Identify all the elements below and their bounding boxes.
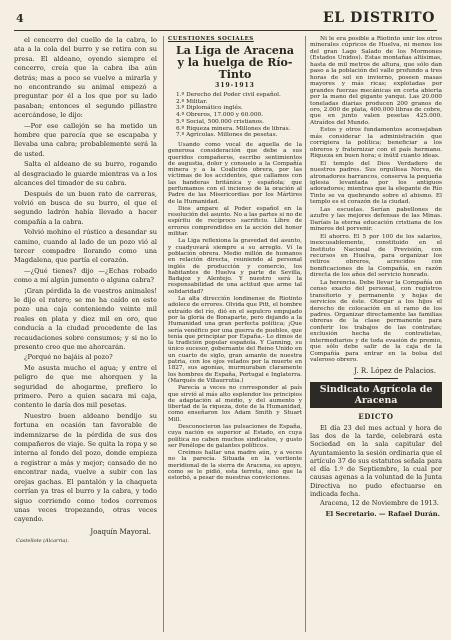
article-paragraph: La alta dirección londinense de Riotinto adolece de errores. Olvida que Pitt, el hombre extraído del río, dió en el sepulcro empujado por la gloria de Bonaparte, pero dejando a la Humanidad una gran perfecta política; ¡Que sería venéfico por una guerra de pueblos, que tenía que principiar por España.- Lo dimos de la tradición popular española. Y Canning, su único sucesor, gobernante del Reino Unido en un cuarto de siglo, gran amante de nuestra patria, con los ojos velados por la muerte en 1827, sus agonías, murmuraban claramente los hombres de España, Portugal e Inglaterra. (Marqués de Villaurrutia.) [168, 296, 302, 384]
list-item: 7.º Agrícolas. Millones de pesetas. [176, 132, 278, 139]
article-paragraph: ¿Porqué no bajáis al pozo? [24, 353, 113, 362]
edict-signature: El Secretario. — Rafael Durán. [325, 509, 440, 518]
article-signature: J. R. López de Palacios. [354, 366, 436, 375]
article-paragraph: Creimos hallar una madre aún, y a veces no la parecía. Situada en la vertiente meridional de la sierra de Aracena, su apoyo, como se le pidió, esta terreta, sino que la estorbó, a pesar de nuestras convicciones. [168, 450, 302, 482]
article-paragraph: Volvió mohino el rústico a desandar su camino, cuando al lado de un pozo vió al tercer compadre llorando como una Magdalena, que partía el corazón. [14, 228, 157, 265]
list-item: 3.º Diplomático inglés. [176, 105, 243, 112]
demands-list [168, 92, 302, 139]
sindicato-banner: Sindicato Agrícola de Aracena [310, 382, 442, 408]
section-kicker: CUESTIONES SOCIALES [168, 36, 254, 42]
column-middle [163, 36, 302, 632]
article-paragraph: Después de un buen rato de carreras, volvió en busca de su burro, el que el segundo ladrón había llevado a hacer compañía a la cabra. [14, 189, 157, 226]
list-item: 5.º Social, 500.000 cristianos. [176, 118, 264, 125]
page-header [14, 8, 437, 31]
article-paragraph: La herencia. Debe llevar la Compañía un censo exacto del personal, con registros transitorio y permanente y hojas de servicios de éste. Otorgar a los hijos el derecho de colocación en el ramo de los padres. Organizar directamente las familias obreras de la clase permanente para conferir los trabajos de las contratas; exclusión hecha de contratistas, intermediarios y de toda evasión de premio, que sólo debe salir de la caja de la Compañía para entrar en la bolsa del valeroso obrero. [310, 279, 442, 364]
article-paragraph: Las escuelas. Serían pabellones de azufre y las mejores defensas de las Minas. Daríais la eterna educación cristiana de los mineros del porvenir. [310, 206, 442, 233]
list-item: 2.º Militar. [176, 98, 208, 105]
page-number: 4 [16, 12, 24, 25]
article-paragraph: Usando como vocal de aquella de la generosa consideración que debe a sus queridos compañeros, escribo sentimientos de augustia, dolor y consuelo a la Compañía minera y a la Coalición obrera, por las víctimas de los accidentes, que callamos con las banderas británica y española; que perfumamos con el incienso de la oración al Padre de las Misericordias por los Mártires de la Humanidad. [168, 141, 302, 205]
article-paragraph: —Por ese callejón se ha metido un hombre que parecía que se escapaba y llevaba una cabra; probablemente será la de usted. [14, 121, 157, 158]
article-headline: La Liga de Aracena [175, 44, 295, 57]
article-paragraph: Ni le era posible a Riotinto unir los otros minerales cúpricos de Huelva, ni menos los del gran Lago Salado de los Mormones (Estados Unidos). Estas montañas altísimas, hasta de mil metros de altura, que sólo dan paso a la población del valle profundo a tres horas de sol en invierno, poseen masas mayores y más ricas; explotadas por grandes fuerzas mecánicas en corta abierta por la mano del gigante yanqui. Las 20.000 toneladas diarias producen 200 granos de oro, 2.000 de plata, 400.000 libras de cobre, que en junto valen pesetas 425.000. Atraídos del Mundo. [310, 36, 442, 126]
list-item: 1.º Derecho del Poder civil español. [176, 92, 281, 98]
list-item: 4.º Obreros, 17.000 y 60.000. [176, 112, 264, 119]
article-paragraph: Desconocieron las pulsaciones de España, cuya nación es superior al Estado, en cuya política no caben muchos sindicatos, y gusto ser Penélope de galantes políticos. [168, 423, 302, 449]
article-paragraph: ¡Gran pérdida la de vuestros animales! le dijo el ratero; se me ha caído en este pozo una caja conteniendo veinte mil reales en plata y diez mil en oro, que conducía a la ciudad procedente de las recaudaciones sobre consumos; y si no lo presento creo que me ahorcarán. [14, 286, 157, 351]
edict-paragraph: Aracena, 12 de Noviembre de 1913. [320, 499, 439, 508]
article-paragraph: Estos y otros fundamentos aconsejaban más considerar la administración que corrigiera la política; beneficiar a los obreros y fraternizar con el país hermano. Riqueza en buen hora; e inútil cuanto ideas. [310, 127, 442, 160]
article-dateline: Castellote (Alcarria). [16, 537, 69, 544]
edict-title: EDICTO [358, 411, 394, 421]
article-headline-subtitle: y la huelga de Río-Tinto [177, 56, 293, 81]
article-paragraph: Me asusta mucho el agua; y entre el peligro de que me ahorquen y la seguridad de ahogarme, prefiero lo primero. Pero a quien sacara mi caja, contento le daría dos mil pesetas. [14, 363, 157, 410]
edict-body [310, 424, 442, 508]
divider [354, 378, 398, 379]
article-paragraph: El templo del Dios Verdadero de nuestros padres. Sus orgullosa Norva, de atronadores barrancos, conserva la pequeña iglesia levantada por los antiguos adoradores; mientras que la elegante de Río Tinto se va quebrando sobre el abismo. El templo es el corazón de la ciudad. [310, 160, 442, 206]
article-paragraph: El ahorro. El 5 por 100 de los salarios, inexcusablemente, constituido en el Instituto Nacional de Previsión, con recursos en Huelva, para organizar los retiros obreros, acrecidos con bonificaciones de la Compañía, en razón directa de los años del servicio honrado. [310, 233, 442, 279]
newspaper-title: EL DISTRITO [322, 10, 435, 26]
edict-paragraph: El día 23 del mes actual y hora de las dos de la tarde, celebrará esta Sociedad en la sala capitular del Ayuntamiento la sesión ordinaria que el artículo 37 de sus estatutos señala para el día 1.º de Septiembre, la cual por causas agenas a la voluntad de la Junta Directiva no pudo efectuarse en indicada fecha. [310, 423, 442, 499]
article-headline-date: 319-1913 [215, 82, 255, 89]
article-paragraph: —¿Qué tienes? dijo —¿Echas robado como a mí algún jumento o alguna cabra? [14, 266, 157, 285]
column-left [14, 36, 157, 632]
column-right [305, 36, 442, 632]
article-paragraph: el cencerro del cuello de la cabra, lo ata a la cola del burro y se retira con su presa. El aldeano, oyendo siempre el cencerro, creía que la cabra iba aún detrás; mas a poco se vuelve a mirarla y no encontrando su animal empezó a preguntar por él a los que por su lado pasaban; entonces el segundo pillastre acercándose, le dijo: [14, 36, 157, 120]
list-item: 6.º Riqueza minera. Millones de libras. [176, 125, 291, 132]
article-paragraph: Parecía a veces no corresponder al país que sirvió al más alto esplendor los principios de adaptación al medio, y del aumento y libertad de la riqueza, dote de la Humanidad, como enseñaron los Adam Smith y Stuart Mill. [168, 385, 302, 423]
article-paragraph: Nuestro buen aldeano bendijo su fortuna en ocasión tan favorable de indemnizarse de la pérdida de sus dos compañeros de viaje. Se quita la ropa y se interna al fondo del pozo, donde empieza a registrar a más y mejor; cansado de no encontrar nada, vuelve a subir con las orejas gachas. El pantalón y la chaqueta corrían ya tras el burro y la cabra, y todo siguo corriendo como todos corremos unas veces tropezando, otras veces cayendo. [14, 411, 157, 524]
article-paragraph: La Liga reflexiona la gravedad del asunto, y cuadyuvará siempre a su arreglo. Ví la población obrera. Medio millón de humanos en relación directa, reuniendo al personal inglés de producción y comercio, los habitantes de Huelva y parte de Sevilla, Badajoz y Alentejo. Y nuestro será la responsabilidad de una actitud que arme tal solidaridad? [168, 238, 302, 295]
article-paragraph: Dios ampare al Poder español en la resolución del asunto. No a las partes si no de espíritu de recíproco sacrificio. Líbre de errores comprendidos en la acción del honor militar. [168, 205, 302, 238]
article-paragraph: Salta el aldeano de su burro, rogando al desgraciado le guarde mientras va a los alcances del timador de su cabra. [14, 160, 157, 188]
article-signature: Joaquín Mayoral. [90, 527, 151, 536]
newspaper-columns [14, 36, 442, 632]
